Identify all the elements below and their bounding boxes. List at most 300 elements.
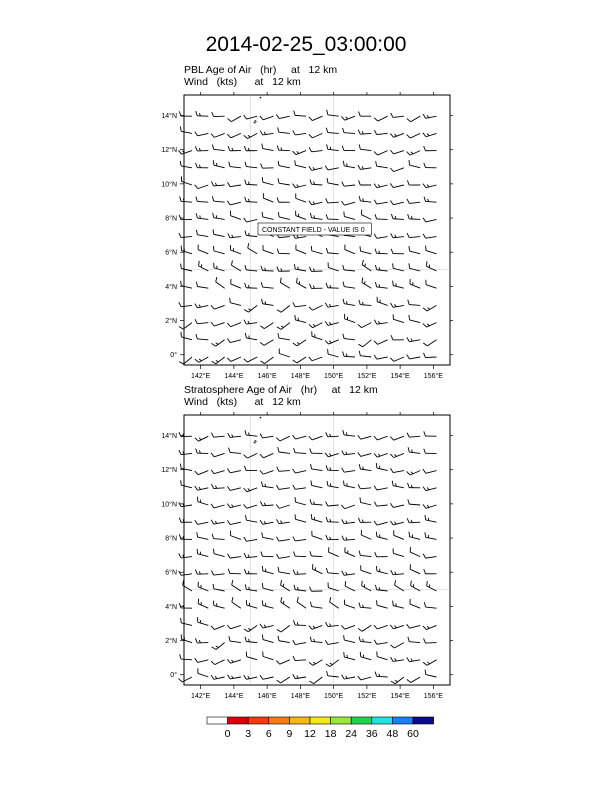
- wind-barb-feather: [245, 333, 246, 338]
- wind-barb: [377, 166, 388, 168]
- wind-barb-feather: [230, 298, 231, 303]
- wind-barb: [198, 133, 209, 135]
- wind-barb: [311, 504, 322, 505]
- wind-barb: [281, 323, 290, 330]
- wind-barb-feather: [407, 471, 411, 475]
- wind-barb: [393, 305, 404, 307]
- wind-barb: [214, 185, 225, 186]
- wind-barb: [426, 607, 437, 608]
- wind-barb: [394, 168, 404, 172]
- wind-barb-feather: [283, 584, 284, 587]
- wind-barb-feather: [260, 434, 262, 438]
- wind-barb-feather: [375, 552, 377, 557]
- wind-barb-feather: [407, 624, 410, 628]
- wind-barb-feather: [276, 537, 278, 541]
- wind-barb: [230, 488, 241, 491]
- wind-barb-feather: [231, 660, 233, 662]
- wind-barb: [279, 338, 290, 340]
- wind-barb: [230, 202, 241, 205]
- wind-barb-feather: [277, 198, 279, 203]
- wind-barb-feather: [215, 183, 216, 186]
- wind-barb-feather: [359, 112, 361, 117]
- wind-barb-feather: [278, 567, 279, 572]
- wind-barb: [409, 219, 420, 220]
- wind-barb-feather: [313, 202, 315, 204]
- wind-barb-feather: [212, 484, 214, 489]
- wind-barb-feather: [281, 326, 284, 328]
- wind-barb-feather: [195, 486, 198, 490]
- lon-tick-label: 144°E: [224, 373, 244, 380]
- wind-barb-feather: [229, 448, 230, 453]
- wind-barb: [197, 339, 208, 340]
- wind-barb: [330, 602, 339, 608]
- wind-barb: [361, 677, 372, 680]
- wind-barb-feather: [213, 213, 214, 218]
- wind-barb-feather: [215, 521, 217, 524]
- wind-barb-feather: [311, 481, 312, 486]
- wind-barb: [295, 436, 306, 439]
- wind-barb: [263, 677, 274, 679]
- wind-barb: [214, 505, 225, 508]
- wind-barb: [345, 625, 355, 629]
- wind-barb-feather: [358, 484, 360, 488]
- wind-barb: [362, 323, 372, 328]
- lon-tick-label: 148°E: [290, 693, 310, 700]
- wind-barb-feather: [297, 278, 298, 283]
- wind-barb-feather: [342, 571, 344, 575]
- wind-barb-feather: [342, 182, 344, 186]
- wind-barb-feather: [281, 597, 282, 602]
- wind-barb-feather: [409, 160, 410, 165]
- wind-barb-feather: [393, 263, 394, 268]
- wind-barb: [281, 677, 290, 683]
- wind-barb-feather: [326, 198, 328, 203]
- wind-barb: [344, 574, 355, 575]
- wind-barb: [409, 305, 420, 306]
- wind-barb-feather: [228, 146, 230, 151]
- wind-barb: [197, 323, 208, 324]
- wind-barb-feather: [329, 341, 331, 343]
- panel1-field-label: PBL Age of Air (hr) at 12 km: [184, 64, 338, 76]
- wind-barb: [214, 133, 224, 137]
- wind-barb-feather: [294, 585, 295, 590]
- wind-barb-feather: [374, 234, 376, 238]
- wind-barb-feather: [196, 111, 198, 116]
- wind-barb: [344, 677, 355, 679]
- wind-barb-feather: [244, 553, 246, 557]
- wind-barb-feather: [245, 162, 246, 167]
- wind-barb-feather: [264, 132, 265, 135]
- wind-barb-feather: [374, 502, 376, 506]
- wind-barb: [410, 284, 420, 288]
- wind-barb: [328, 354, 339, 357]
- wind-barb-feather: [395, 658, 396, 661]
- wind-barb: [296, 216, 306, 220]
- wind-barb: [328, 573, 339, 574]
- lon-tick-label: 152°E: [357, 693, 377, 700]
- wind-barb: [214, 436, 225, 437]
- wind-barb-feather: [408, 214, 410, 219]
- wind-barb-feather: [423, 184, 426, 188]
- wind-barb-feather: [293, 131, 295, 135]
- wind-barb-feather: [181, 281, 182, 286]
- wind-barb-feather: [227, 504, 230, 508]
- lat-tick-label: 10°N: [161, 501, 177, 509]
- wind-barb: [377, 571, 388, 574]
- wind-barb: [377, 657, 388, 660]
- wind-barb: [312, 251, 323, 254]
- wind-barb-feather: [227, 520, 230, 524]
- wind-barb: [377, 505, 388, 506]
- wind-barb-feather: [212, 361, 216, 364]
- wind-barb-feather: [262, 144, 263, 149]
- wind-barb-feather: [329, 454, 331, 456]
- wind-barb-feather: [260, 361, 264, 364]
- lon-tick-label: 154°E: [390, 693, 410, 700]
- lon-tick-label: 156°E: [423, 693, 443, 700]
- wind-barb-feather: [409, 315, 410, 320]
- wind-barb: [377, 270, 388, 271]
- wind-barb: [297, 602, 306, 608]
- wind-barb-feather: [374, 130, 376, 134]
- wind-barb: [393, 268, 404, 271]
- wind-barb: [360, 488, 371, 489]
- wind-barb-feather: [395, 134, 397, 136]
- panel2-wind-label: Wind (kts) at 12 km: [184, 396, 301, 408]
- wind-barb-feather: [362, 131, 363, 134]
- wind-barb-feather: [181, 264, 182, 269]
- wind-barb: [393, 151, 403, 154]
- wind-barb: [360, 305, 371, 306]
- wind-barb-feather: [375, 672, 376, 677]
- wind-barb-feather: [260, 131, 262, 135]
- wind-barb-feather: [244, 218, 247, 222]
- wind-barb-feather: [195, 638, 197, 643]
- wind-barb: [328, 643, 339, 645]
- wind-barb-feather: [395, 680, 398, 682]
- wind-barb: [296, 198, 306, 202]
- wind-barb-feather: [244, 320, 246, 324]
- wind-barb-feather: [425, 670, 426, 675]
- wind-barb-feather: [276, 661, 279, 665]
- wind-barb-feather: [358, 165, 360, 169]
- wind-barb: [181, 623, 192, 625]
- wind-barb-feather: [423, 554, 425, 558]
- wind-barb-feather: [393, 601, 394, 606]
- wind-barb-feather: [195, 132, 198, 136]
- wind-barb-feather: [262, 532, 263, 537]
- wind-barb: [362, 282, 371, 288]
- wind-barb: [279, 217, 290, 219]
- wind-barb: [426, 285, 436, 288]
- wind-barb: [361, 570, 371, 573]
- wind-barb: [263, 522, 274, 524]
- wind-barb: [410, 165, 421, 168]
- wind-barb: [246, 557, 257, 558]
- wind-barb-feather: [407, 337, 410, 341]
- wind-barb-feather: [276, 485, 278, 489]
- wind-barb-feather: [408, 300, 409, 305]
- map-panel-pbl: [161, 92, 453, 380]
- wind-barb: [409, 202, 420, 203]
- wind-barb-feather: [245, 637, 246, 642]
- wind-barb-feather: [343, 351, 344, 356]
- wind-barb: [216, 340, 225, 346]
- wind-barb-feather: [310, 284, 312, 289]
- wind-barb-feather: [309, 324, 313, 327]
- wind-barb-feather: [245, 430, 246, 435]
- wind-barb-feather: [390, 168, 393, 172]
- wind-barb-feather: [245, 197, 247, 202]
- colorbar-label: 0: [224, 728, 231, 740]
- wind-barb-feather: [407, 135, 411, 138]
- wind-barb: [377, 323, 388, 325]
- wind-barb: [263, 657, 273, 660]
- wind-barb-feather: [227, 358, 231, 362]
- wind-barb-feather: [309, 662, 313, 665]
- wind-barb: [344, 202, 355, 205]
- wind-barb-feather: [423, 114, 426, 118]
- wind-barb-feather: [359, 196, 360, 201]
- wind-barb: [279, 166, 290, 168]
- wind-barb: [395, 677, 404, 684]
- wind-barb-feather: [407, 180, 409, 185]
- wind-barb-feather: [359, 144, 360, 149]
- wind-barb: [312, 536, 322, 540]
- wind-barb: [328, 149, 339, 150]
- wind-barb: [394, 357, 404, 361]
- wind-barb: [181, 268, 192, 271]
- wind-barb: [426, 237, 437, 239]
- wind-barb: [360, 133, 371, 134]
- wind-barb-feather: [260, 342, 264, 345]
- wind-barb-feather: [330, 597, 331, 602]
- wind-barb-feather: [395, 454, 397, 456]
- wind-barb-feather: [344, 212, 345, 217]
- wind-barb-feather: [229, 636, 230, 641]
- wind-barb: [362, 586, 372, 591]
- wind-barb: [279, 237, 290, 238]
- wind-barb-feather: [199, 305, 201, 308]
- wind-barb-feather: [228, 433, 230, 437]
- wind-barb-feather: [293, 551, 295, 556]
- wind-barb: [411, 586, 421, 591]
- wind-barb-feather: [297, 597, 298, 602]
- wind-barb-feather: [342, 675, 345, 679]
- lat-tick-label: 14°N: [161, 433, 177, 441]
- wind-barb: [312, 519, 323, 522]
- wind-barb-feather: [261, 552, 263, 557]
- wind-barb: [377, 488, 388, 490]
- wind-barb-feather: [215, 486, 216, 489]
- wind-barb-feather: [376, 532, 377, 537]
- colorbar-swatch: [207, 717, 228, 724]
- colorbar-label: 12: [304, 728, 316, 740]
- wind-barb: [377, 676, 388, 677]
- wind-barb: [295, 453, 306, 454]
- wind-barb-feather: [309, 201, 312, 205]
- wind-barb-feather: [260, 501, 262, 506]
- wind-barb: [328, 305, 339, 307]
- wind-barb-feather: [407, 119, 411, 122]
- wind-barb: [344, 640, 355, 643]
- wind-barb-feather: [423, 504, 426, 508]
- wind-barb-feather: [411, 152, 413, 154]
- wind-barb: [280, 436, 290, 441]
- wind-barb-feather: [358, 435, 361, 439]
- wind-barb: [230, 625, 240, 628]
- wind-barb-feather: [211, 322, 214, 326]
- wind-barb-feather: [213, 246, 214, 251]
- wind-barb: [198, 622, 209, 625]
- wind-barb-feather: [244, 455, 248, 458]
- wind-barb-feather: [244, 569, 246, 574]
- wind-barb: [230, 340, 241, 343]
- wind-barb-feather: [195, 319, 197, 323]
- wind-barb: [198, 673, 208, 677]
- wind-barb-feather: [297, 342, 299, 344]
- wind-barb-feather: [216, 277, 217, 282]
- wind-barb: [214, 305, 224, 309]
- wind-barb: [214, 539, 225, 540]
- wind-barb-feather: [313, 626, 315, 628]
- lat-tick-label: 12°N: [161, 147, 177, 155]
- wind-barb-feather: [343, 481, 344, 486]
- wind-barb-feather: [181, 618, 182, 623]
- wind-barb: [214, 234, 225, 236]
- colorbar-swatch: [372, 717, 393, 724]
- wind-barb-feather: [424, 569, 426, 574]
- wind-barb: [281, 585, 290, 591]
- wind-barb-feather: [374, 118, 378, 121]
- wind-barb-feather: [232, 504, 234, 506]
- wind-barb-feather: [309, 626, 312, 630]
- wind-barb-feather: [391, 335, 393, 340]
- wind-barb: [214, 625, 224, 629]
- wind-barb-feather: [424, 353, 426, 358]
- wind-barb-feather: [326, 568, 327, 573]
- wind-barb: [426, 537, 437, 539]
- wind-barb: [377, 625, 387, 629]
- wind-barb: [328, 133, 339, 134]
- wind-barb: [230, 452, 241, 453]
- wind-barb-feather: [298, 267, 299, 270]
- wind-barb-feather: [428, 535, 429, 538]
- wind-barb-feather: [244, 135, 248, 138]
- wind-barb-feather: [179, 603, 181, 608]
- wind-barb-feather: [248, 243, 249, 248]
- wind-barb: [197, 201, 208, 202]
- island-outline: [254, 440, 257, 443]
- colorbar-label: 6: [265, 728, 272, 740]
- wind-barb-feather: [424, 449, 426, 454]
- wind-barb: [360, 607, 371, 608]
- wind-barb-feather: [313, 167, 315, 169]
- wind-barb: [426, 557, 437, 559]
- wind-barb: [246, 435, 257, 436]
- wind-barb-feather: [424, 638, 426, 643]
- wind-barb-feather: [326, 465, 328, 470]
- wind-barb-feather: [374, 486, 377, 490]
- lat-tick-label: 4°N: [165, 603, 177, 611]
- wind-barb-feather: [245, 231, 246, 236]
- lon-tick-label: 154°E: [390, 373, 410, 380]
- wind-barb-feather: [326, 214, 328, 219]
- wind-barb-feather: [343, 161, 344, 166]
- panel1-wind-label: Wind (kts) at 12 km: [184, 76, 301, 88]
- wind-barb: [377, 287, 388, 288]
- wind-barb: [312, 469, 323, 471]
- wind-barb: [410, 604, 420, 608]
- wind-barb-feather: [227, 134, 231, 138]
- wind-barb: [426, 201, 437, 202]
- wind-barb-feather: [276, 554, 278, 558]
- wind-barb-feather: [329, 304, 331, 307]
- wind-barb-feather: [326, 432, 328, 437]
- wind-barb-feather: [248, 555, 249, 558]
- wind-barb-feather: [232, 580, 233, 585]
- wind-barb: [198, 604, 208, 608]
- wind-barb: [181, 453, 192, 454]
- wind-barb-feather: [244, 675, 247, 679]
- wind-barb: [181, 166, 192, 168]
- wind-barb-feather: [346, 452, 347, 455]
- wind-barb: [230, 436, 241, 437]
- wind-barb: [295, 519, 306, 522]
- wind-barb-feather: [278, 212, 279, 217]
- wind-barb: [410, 537, 421, 540]
- wind-barb: [328, 253, 339, 254]
- wind-barb-feather: [212, 647, 216, 650]
- wind-barb: [230, 185, 241, 187]
- wind-barb-feather: [297, 676, 298, 679]
- wind-barb-feather: [391, 233, 393, 237]
- wind-barb: [377, 590, 388, 591]
- wind-barb: [426, 219, 437, 221]
- wind-barb-feather: [180, 126, 181, 131]
- wind-barb-feather: [211, 453, 214, 457]
- wind-barb-feather: [309, 166, 312, 170]
- wind-barb: [246, 641, 257, 642]
- wind-barb-feather: [295, 315, 296, 320]
- wind-barb-feather: [375, 214, 377, 219]
- wind-barb-feather: [260, 675, 263, 679]
- wind-barb: [393, 471, 404, 473]
- wind-barb-feather: [294, 448, 295, 453]
- wind-barb: [214, 323, 224, 326]
- wind-barb: [198, 250, 208, 254]
- wind-barb-feather: [277, 145, 279, 150]
- wind-barb: [295, 539, 306, 541]
- wind-barb-feather: [232, 235, 233, 238]
- wind-barb-feather: [216, 215, 217, 218]
- wind-barb-feather: [211, 433, 213, 437]
- wind-barb: [198, 185, 208, 189]
- wind-barb-feather: [327, 671, 328, 676]
- wind-barb-feather: [313, 269, 314, 272]
- wind-barb-feather: [227, 659, 230, 663]
- wind-barb-feather: [199, 438, 201, 440]
- wind-barb-feather: [343, 128, 344, 133]
- wind-barb: [393, 319, 404, 322]
- wind-barb-feather: [374, 625, 377, 629]
- wind-barb: [311, 556, 322, 557]
- wind-barb-feather: [276, 504, 279, 508]
- wind-barb: [328, 168, 339, 170]
- wind-barb-feather: [313, 324, 315, 326]
- wind-barb: [426, 251, 437, 254]
- wind-barb-feather: [278, 447, 279, 452]
